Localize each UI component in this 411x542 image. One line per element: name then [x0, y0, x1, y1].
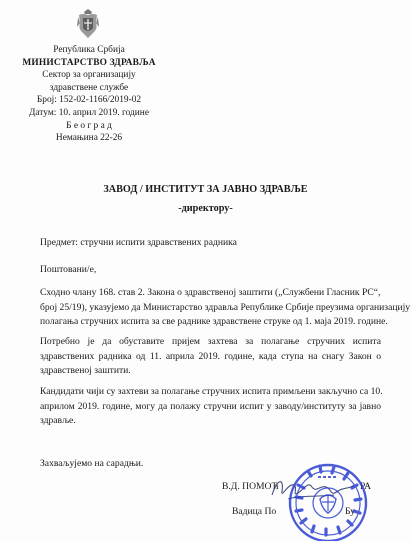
signature-name-right: Бу [345, 506, 356, 517]
paragraph-3-line-1: Кандидати чији су захтеви за полагање стручних испита примљени закључно са 10. [40, 386, 383, 397]
signature-name-left: Вадица По [232, 506, 277, 517]
paragraph-2-line-1: Потребно је да обуставите пријем захтева за полагање стручних испита [40, 336, 381, 347]
paragraph-1-line-1: Сходно члану 168. став 2. Закона о здравственој заштити („Службени Гласник РС“, [40, 287, 381, 298]
paragraph-2-line-2: здравствених радника од 11. априла 2019. године, када ступа на снагу Закон о [40, 350, 381, 362]
closing-line: Захваљујемо на сарадњи. [40, 458, 144, 469]
paragraph-3-line-3: здравље. [40, 415, 76, 426]
recipient-title: ЗАВОД / ИНСТИТУТ ЗА ЈАВНО ЗДРАВЉЕ [103, 184, 308, 195]
paragraph-2-line-3: здравственој заштити. [40, 365, 131, 376]
paragraph-1-line-2: број 25/19), указујемо да Министарство здравља Републике Србије преузима организацију [40, 301, 411, 313]
sender-header [12, 44, 166, 145]
signature-role-left: В.Д. ПОМОЋ [222, 481, 279, 492]
paragraph-2 [40, 335, 381, 379]
header-city: Б е о г р а д [66, 120, 112, 131]
header-country: Република Србија [53, 45, 125, 55]
recipient-subtitle: -директору- [178, 203, 233, 214]
header-address: Немањина 22-26 [55, 133, 123, 144]
official-stamp-seal [268, 455, 368, 541]
header-date: Датум: 10. април 2019. године [28, 107, 149, 118]
signature-role-right: РА [360, 481, 372, 492]
greeting: Поштовани/е, [40, 264, 97, 275]
paragraph-1-line-3: полагања стручних испита за све раднике здравствене струке од 1. маја 2019. године. [40, 316, 388, 327]
paragraph-1 [40, 286, 411, 330]
header-number: Број: 152-02-1166/2019-02 [36, 95, 142, 106]
coat-of-arms-icon [77, 9, 99, 41]
header-service: здравствене службе [49, 82, 129, 93]
header-ministry: МИНИСТАРСТВО ЗДРАВЉА [22, 57, 156, 68]
header-sector: Сектор за организацију [42, 70, 136, 81]
subject-line: Предмет: стручни испити здравствених радника [40, 237, 237, 248]
paragraph-3 [40, 385, 381, 429]
paragraph-3-line-2: априлом 2019. године, могу да полажу стручни испит у заводу/институту за јавно [40, 400, 381, 412]
